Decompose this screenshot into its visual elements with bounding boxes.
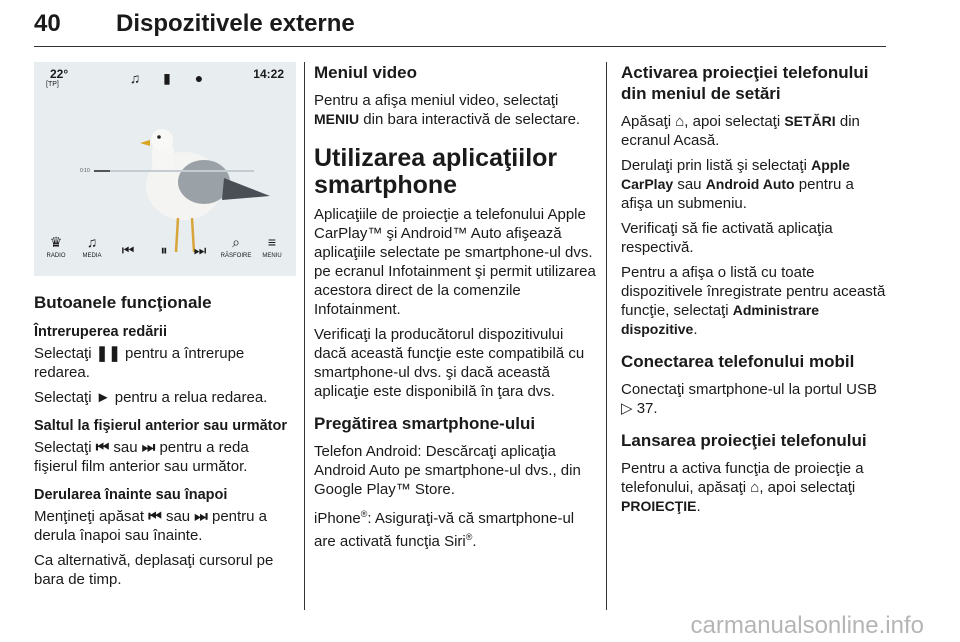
paragraph-connect-usb: Conectaţi smartphone-ul la portul USB ▷ 37. — [621, 381, 877, 417]
paragraph-press-home: Apăsaţi ⌂, apoi selectaţi SETĂRI din ecranul Acasă. — [621, 113, 860, 149]
column-1 — [34, 62, 296, 595]
subheading-scan: Derularea înainte sau înapoi — [34, 487, 228, 503]
page-title: Dispozitivele externe — [116, 10, 355, 37]
page-reference-icon: ▷ — [621, 400, 633, 417]
paragraph-iphone: iPhone®: Asiguraţi-vă că smartphone-ul are activată funcţia Siri®. — [314, 509, 575, 550]
paragraph-scan: Menţineţi apăsat ⏮ sau ⏭ pentru a derula înapoi sau înainte. — [34, 508, 268, 544]
heading-launch-projection: Lansarea proiecţiei telefonului — [621, 431, 867, 450]
subheading-pause: Întreruperea redării — [34, 324, 167, 340]
paragraph-verify-app: Verificaţi să fie activată aplicaţia respectivă. — [621, 220, 833, 256]
paragraph-video-menu: Pentru a afişa meniul video, selectaţi MENIU din bara interactivă de selectare. — [314, 92, 581, 128]
page-header — [34, 6, 886, 47]
watermark: carmanualsonline.info — [690, 612, 924, 639]
paragraph-skip: Selectaţi ⏮ sau ⏭ pentru a reda fişierul film anterior sau următor. — [34, 439, 249, 475]
radio-icon: ♛ — [49, 234, 63, 250]
heading-video-menu: Meniul video — [314, 63, 417, 82]
music-note-icon: ♫ — [129, 70, 141, 86]
playback-progress-bar[interactable] — [94, 170, 254, 172]
paragraph-check-manufacturer: Verificaţi la producătorul dispozitivului dacă această funcţie este compatibilă cu smartphone-ul dvs. şi dacă această aplicaţie este disponibilă în ţara dvs. — [314, 326, 585, 400]
radio-button[interactable] — [36, 232, 76, 260]
heading-functional-buttons: Butoanele funcţionale — [34, 293, 212, 312]
heading-connect-phone: Conectarea telefonului mobil — [621, 352, 855, 371]
infotainment-screen-illustration — [34, 62, 296, 276]
paragraph-projection-apps: Aplicaţiile de proiecţie a telefonului Apple CarPlay™ şi Android™ Auto afişează aplicaţiile selectate pe smartphone-ul dvs. pe ecranul Infotainment şi permit utilizarea acestora direct de la comenzile Infotainment. — [314, 206, 596, 318]
media-icon: ♫ — [86, 234, 98, 250]
phone-icon: ● — [194, 70, 204, 86]
previous-track-icon: ⏮ — [148, 508, 162, 525]
paragraph-android: Telefon Android: Descărcaţi aplicaţia Android Auto pe smartphone-ul dvs., din Google Play™ Store. — [314, 443, 581, 498]
pause-icon: ⏸ — [160, 242, 168, 258]
usb-icon: ▮ — [163, 70, 171, 86]
media-label: MEDIA — [82, 253, 102, 259]
next-track-icon: ⏭ — [194, 508, 208, 525]
menu-button[interactable] — [252, 232, 292, 260]
playback-time: 0:10 — [80, 168, 90, 174]
paragraph-launch: Pentru a activa funcţia de proiecţie a telefonului, apăsaţi ⌂, apoi selectaţi PROIECŢIE. — [621, 460, 864, 515]
paragraph-alternative: Ca alternativă, deplasaţi cursorul pe bara de timp. — [34, 552, 274, 588]
pause-button[interactable] — [144, 240, 184, 260]
next-track-icon: ⏭ — [141, 439, 156, 456]
previous-track-icon: ⏮ — [121, 242, 135, 258]
paragraph-device-list: Pentru a afişa o listă cu toate dispozitivele înregistrate pentru această funcţie, selectaţi Administrare dispozitive. — [621, 264, 886, 338]
column-divider — [304, 62, 305, 610]
paragraph-scroll-list: Derulaţi prin listă şi selectaţi Apple CarPlay sau Android Auto pentru a afişa un submeniu. — [621, 157, 854, 212]
pause-icon: ❚❚ — [95, 345, 121, 362]
subheading-skip: Saltul la fişierul anterior sau următor — [34, 418, 288, 434]
tp-indicator: [TP] — [46, 81, 59, 88]
progress-fill — [94, 170, 110, 172]
heading-activate-projection: Activarea proiecţiei telefonului din meniul de setări — [621, 63, 869, 103]
menu-icon: ≡ — [267, 234, 277, 250]
browse-label: RĂSFOIRE — [220, 253, 252, 259]
home-icon: ⌂ — [750, 479, 760, 496]
temperature-display: 22° — [50, 67, 69, 81]
play-icon: ► — [95, 389, 111, 406]
search-icon: ⌕ — [232, 234, 240, 250]
media-button[interactable] — [72, 232, 112, 260]
paragraph-resume: Selectaţi ► pentru a relua redarea. — [34, 389, 268, 406]
clock-display: 14:22 — [253, 67, 284, 81]
browse-button[interactable] — [216, 232, 256, 260]
next-button[interactable] — [180, 240, 220, 260]
column-3 — [621, 62, 887, 522]
next-track-icon: ⏭ — [193, 242, 207, 258]
column-2 — [314, 62, 596, 557]
previous-track-icon: ⏮ — [95, 439, 110, 456]
home-icon: ⌂ — [675, 113, 685, 130]
page-number: 40 — [34, 10, 61, 37]
heading-prepare-smartphone: Pregătirea smartphone-ului — [314, 414, 536, 433]
paragraph-pause: Selectaţi ❚❚ pentru a întrerupe redarea. — [34, 345, 245, 381]
radio-label: RADIO — [46, 253, 66, 259]
column-divider — [606, 62, 607, 610]
previous-button[interactable] — [108, 240, 148, 260]
interactive-selector-bar — [34, 220, 296, 260]
menu-label: MENIU — [262, 253, 282, 259]
heading-smartphone-apps: Utilizarea aplicaţiilor smartphone — [314, 144, 558, 199]
